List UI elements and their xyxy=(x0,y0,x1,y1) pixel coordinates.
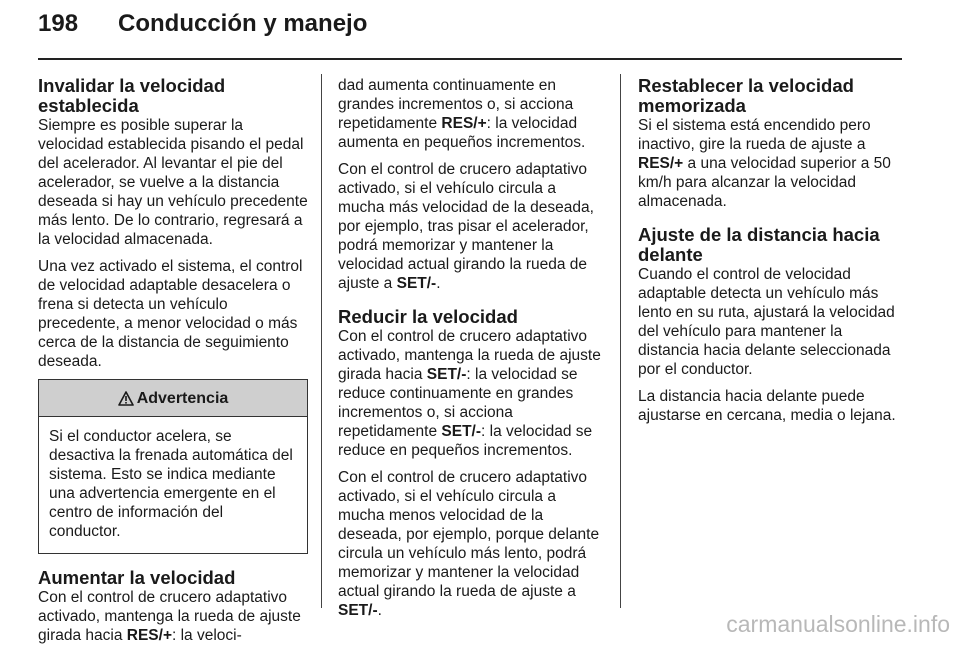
text-run: a una velocidad superior a 50 km/h para alcanzar la velocidad almacenada. xyxy=(638,155,891,210)
section-heading-increase-speed: Aumentar la velocidad xyxy=(38,567,236,588)
column-divider xyxy=(321,74,322,608)
header-rule xyxy=(38,58,902,60)
control-label: SET/- xyxy=(426,366,467,383)
column-divider xyxy=(620,74,621,608)
control-label: RES/+ xyxy=(638,155,684,172)
control-label: SET/- xyxy=(338,602,378,619)
paragraph xyxy=(338,468,606,620)
text-run: Con el control de crucero adaptativo activado, mantenga la rueda de ajuste girada hacia xyxy=(38,589,301,644)
section-heading-override-speed: Invalidar la velocidad establecida xyxy=(38,75,226,116)
text-run: : la velocidad se reduce continuamente en grandes incrementos o, si acciona repetidamente xyxy=(338,366,578,440)
control-label: RES/+ xyxy=(126,627,172,644)
text-run: Con el control de crucero adaptativo activado, si el vehículo circula a mucha más velocidad de la deseada, por ejemplo, tras pisar el acelerador, podrá memorizar y mantener la velocidad actual girando la rueda de ajuste a xyxy=(338,161,594,292)
warning-triangle-icon xyxy=(118,391,134,406)
warning-box xyxy=(38,379,308,554)
text-run: . xyxy=(436,275,441,292)
text-run: . xyxy=(377,602,382,619)
section-heading-follow-distance: Ajuste de la distancia hacia delante xyxy=(638,224,880,265)
text-run: Con el control de crucero adaptativo activado, si el vehículo circula a mucha menos velocidad de la deseada, por ejemplo, porque delante circula un vehículo más lento, podrá memorizar y mantener la velocidad actual girando la rueda de ajuste a xyxy=(338,469,600,600)
text-run: Si el sistema está encendido pero inactivo, gire la rueda de ajuste a xyxy=(638,117,871,153)
text-run: : la velocidad aumenta en pequeños incrementos. xyxy=(338,115,586,151)
paragraph xyxy=(338,327,606,460)
column-2 xyxy=(338,76,606,628)
paragraph: Siempre es posible superar la velocidad establecida pisando el pedal del acelerador. Al levantar el pie del acelerador, se vuelve a la distancia deseada si hay un vehículo precedente más lento. De lo contrario, regresará a la velocidad almacenada. xyxy=(38,117,308,248)
control-label: SET/- xyxy=(396,275,437,292)
text-run: Con el control de crucero adaptativo activado, mantenga la rueda de ajuste girada hacia xyxy=(338,328,601,383)
column-1 xyxy=(38,76,308,653)
control-label: SET/- xyxy=(441,423,482,440)
text-run: dad aumenta continuamente en grandes incrementos o, si acciona repetidamente xyxy=(338,77,574,132)
paragraph: Cuando el control de velocidad adaptable detecta un vehículo más lento en su ruta, ajustará la velocidad del vehículo para mantener la distancia hacia delante seleccionada por el conductor. xyxy=(638,266,895,378)
paragraph xyxy=(338,160,606,293)
watermark: carmanualsonline.info xyxy=(726,611,950,637)
column-3 xyxy=(638,76,906,433)
page-header xyxy=(38,10,367,38)
paragraph xyxy=(638,116,906,211)
text-run: : la velocidad se reduce en pequeños incrementos. xyxy=(338,423,593,459)
warning-title: Advertencia xyxy=(136,389,229,407)
text-run: : la veloci- xyxy=(172,627,242,644)
page-number: 198 xyxy=(38,10,79,37)
control-label: RES/+ xyxy=(441,115,487,132)
warning-header xyxy=(39,380,307,417)
section-heading-reduce-speed: Reducir la velocidad xyxy=(338,306,518,327)
warning-body: Si el conductor acelera, se desactiva la frenada automática del sistema. Esto se indica mediante una advertencia emergente en el centro de información del conductor. xyxy=(49,428,293,540)
paragraph xyxy=(338,76,606,152)
paragraph: La distancia hacia delante puede ajustarse en cercana, media o lejana. xyxy=(638,388,896,424)
chapter-title: Conducción y manejo xyxy=(118,10,368,37)
paragraph: Una vez activado el sistema, el control de velocidad adaptable desacelera o frena si detecta un vehículo precedente, a menor velocidad o más cerca de la distancia de seguimiento deseada. xyxy=(38,258,303,370)
section-heading-restore-speed: Restablecer la velocidad memorizada xyxy=(638,75,854,116)
paragraph xyxy=(38,588,308,645)
